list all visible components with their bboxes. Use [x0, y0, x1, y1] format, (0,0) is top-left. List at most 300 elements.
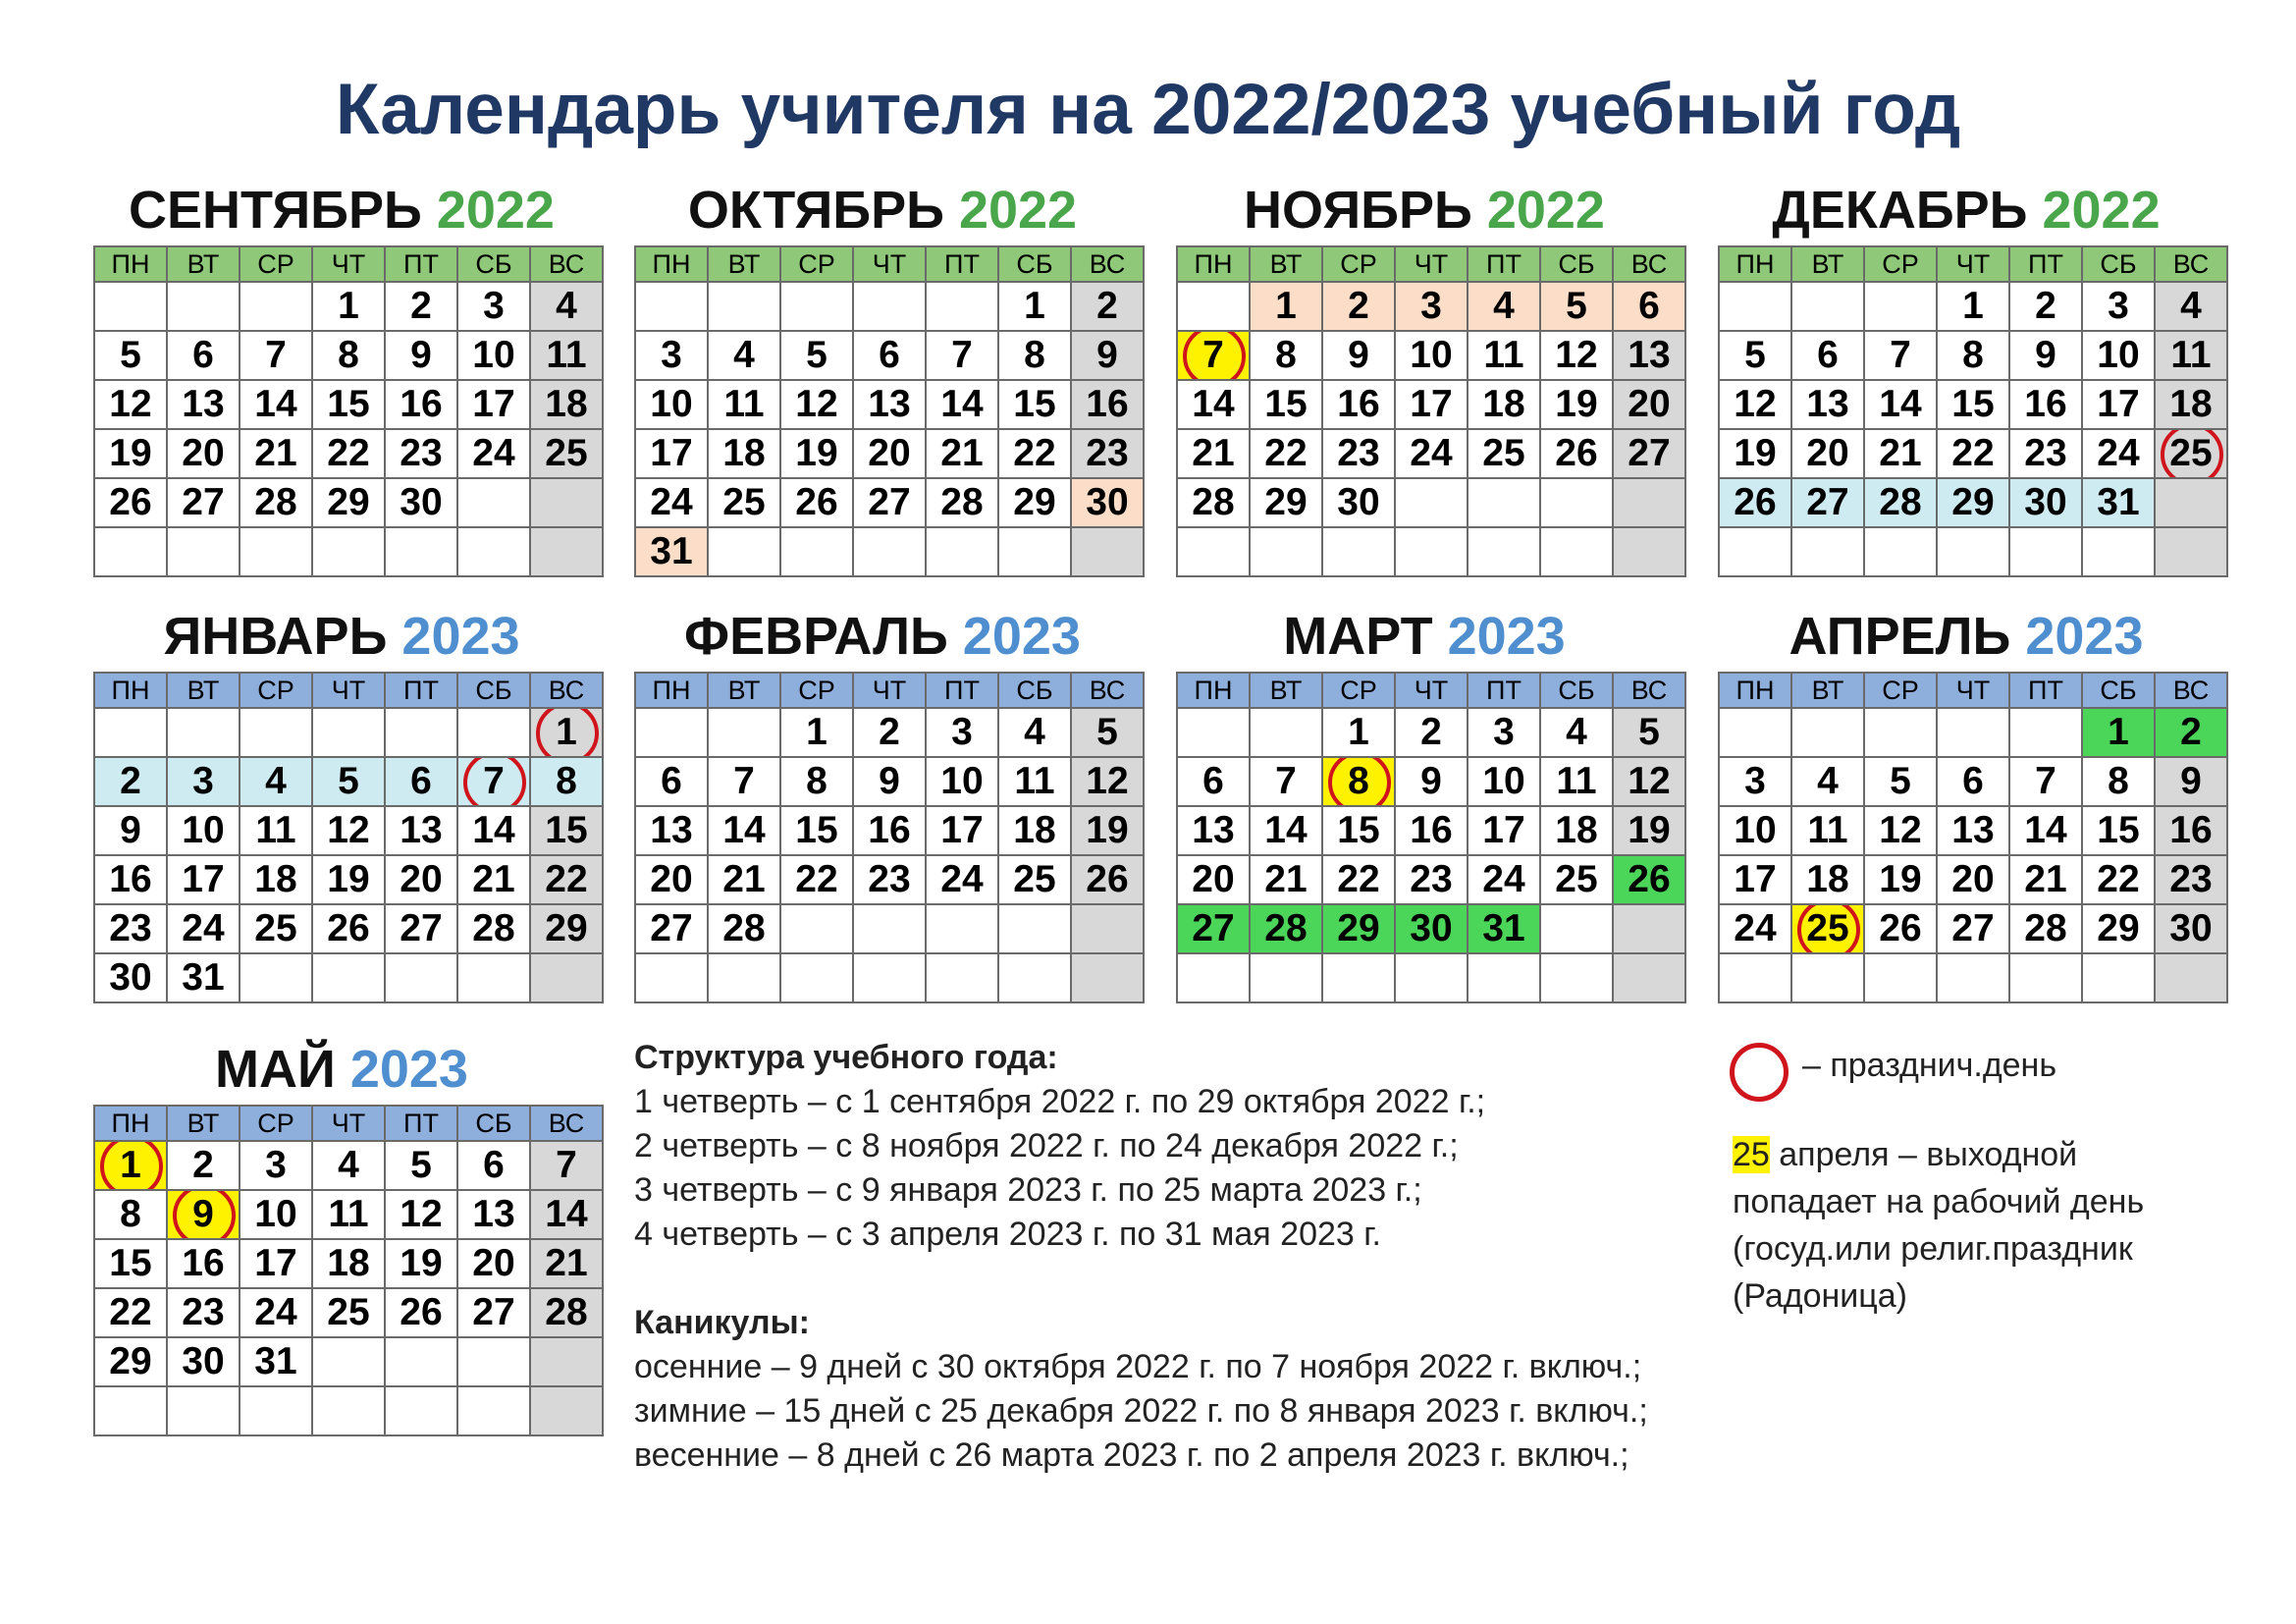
empty-cell: [998, 904, 1071, 953]
day-cell: 28: [240, 478, 312, 527]
week-row: [94, 904, 603, 953]
empty-cell: [708, 527, 780, 576]
month-year: 2022: [1486, 181, 1605, 240]
weekday-label: СБ: [998, 246, 1071, 282]
empty-cell: [998, 527, 1071, 576]
month-5: [634, 601, 1131, 1003]
day-cell: 16: [2009, 380, 2082, 429]
week-row: [1719, 282, 2227, 331]
day-cell: 27: [167, 478, 240, 527]
day-cell: 17: [240, 1239, 312, 1288]
day-cell: 30: [1322, 478, 1395, 527]
empty-cell: [926, 953, 998, 1002]
page-title: Календарь учителя на 2022/2023 учебный год: [335, 70, 1961, 149]
day-cell: 15: [94, 1239, 167, 1288]
empty-cell: [1250, 527, 1322, 576]
day-cell: 13: [457, 1190, 530, 1239]
day-cell: 28: [926, 478, 998, 527]
day-cell: 21: [530, 1239, 603, 1288]
empty-cell: [708, 953, 780, 1002]
day-cell: 14: [240, 380, 312, 429]
day-cell: 8: [312, 331, 385, 380]
day-cell: 21: [240, 429, 312, 478]
legend-note-line-2: попадает на рабочий день: [1733, 1183, 2145, 1220]
month-grid: [93, 245, 604, 577]
day-cell: 9: [167, 1190, 240, 1239]
day-cell: 26: [1540, 429, 1613, 478]
day-cell: 17: [1395, 380, 1468, 429]
day-cell: 22: [1937, 429, 2009, 478]
week-row: [1719, 855, 2227, 904]
month-1: [634, 175, 1131, 577]
week-row: [1719, 904, 2227, 953]
week-row: [94, 1337, 603, 1386]
day-cell: 19: [780, 429, 853, 478]
empty-cell: [167, 708, 240, 757]
day-cell: 5: [385, 1141, 457, 1190]
day-cell: 20: [167, 429, 240, 478]
month-2: [1176, 175, 1673, 577]
empty-cell: [998, 953, 1071, 1002]
day-cell: 22: [1322, 855, 1395, 904]
day-cell: 27: [1937, 904, 2009, 953]
day-cell: 22: [530, 855, 603, 904]
day-cell: 5: [1613, 708, 1685, 757]
day-cell: 8: [1322, 757, 1395, 806]
week-row: [94, 282, 603, 331]
day-cell: 19: [1864, 855, 1937, 904]
day-cell: 9: [1071, 331, 1144, 380]
week-row: [1719, 331, 2227, 380]
month-year: 2023: [1447, 607, 1566, 666]
empty-cell: [2155, 953, 2227, 1002]
day-cell: 2: [167, 1141, 240, 1190]
day-cell: 29: [94, 1337, 167, 1386]
week-row: [94, 478, 603, 527]
empty-cell: [780, 282, 853, 331]
day-cell: 29: [1250, 478, 1322, 527]
month-name: МАРТ: [1283, 607, 1433, 666]
empty-cell: [457, 478, 530, 527]
day-cell: 21: [2009, 855, 2082, 904]
empty-cell: [312, 953, 385, 1002]
day-cell: 2: [853, 708, 926, 757]
month-title: [1176, 601, 1673, 672]
day-cell: 10: [167, 806, 240, 855]
day-cell: 4: [312, 1141, 385, 1190]
month-7: [1718, 601, 2215, 1003]
day-cell: 22: [780, 855, 853, 904]
day-cell: 25: [2155, 429, 2227, 478]
empty-cell: [312, 527, 385, 576]
day-cell: 15: [1250, 380, 1322, 429]
day-cell: 15: [530, 806, 603, 855]
week-row: [635, 478, 1144, 527]
day-cell: 20: [385, 855, 457, 904]
day-cell: 1: [2082, 708, 2155, 757]
day-cell: 9: [1322, 331, 1395, 380]
weekday-header-row: [1719, 246, 2227, 282]
weekday-label: ВТ: [708, 246, 780, 282]
day-cell: 22: [94, 1288, 167, 1337]
week-row: [94, 1141, 603, 1190]
day-cell: 18: [240, 855, 312, 904]
month-year: 2023: [962, 607, 1081, 666]
empty-cell: [385, 527, 457, 576]
empty-cell: [1864, 282, 1937, 331]
day-cell: 25: [312, 1288, 385, 1337]
weekday-label: ВТ: [1250, 673, 1322, 708]
empty-cell: [1177, 953, 1250, 1002]
day-cell: 10: [1468, 757, 1540, 806]
empty-cell: [2009, 527, 2082, 576]
month-grid: [1176, 245, 1686, 577]
empty-cell: [1613, 953, 1685, 1002]
month-name: ДЕКАБРЬ: [1772, 181, 2028, 240]
day-cell: 9: [853, 757, 926, 806]
day-cell: 6: [457, 1141, 530, 1190]
day-cell: 22: [1250, 429, 1322, 478]
day-cell: 22: [2082, 855, 2155, 904]
empty-cell: [2155, 478, 2227, 527]
day-cell: 26: [1719, 478, 1791, 527]
day-cell: 10: [457, 331, 530, 380]
empty-cell: [240, 1386, 312, 1435]
day-cell: 8: [530, 757, 603, 806]
day-cell: 1: [312, 282, 385, 331]
day-cell: 5: [1719, 331, 1791, 380]
holidays-line-spring: весенние – 8 дней с 26 марта 2023 г. по 2 апреля 2023 г. включ.;: [634, 1436, 1629, 1474]
empty-cell: [2082, 953, 2155, 1002]
day-cell: 23: [385, 429, 457, 478]
day-cell: 23: [1071, 429, 1144, 478]
day-cell: 31: [1468, 904, 1540, 953]
day-cell: 21: [1864, 429, 1937, 478]
day-cell: 24: [1719, 904, 1791, 953]
day-cell: 1: [1250, 282, 1322, 331]
week-row: [94, 429, 603, 478]
week-row: [1177, 331, 1685, 380]
week-row: [1719, 757, 2227, 806]
weekday-header-row: [94, 673, 603, 708]
empty-cell: [1937, 953, 2009, 1002]
weekday-header-row: [94, 246, 603, 282]
day-cell: 23: [167, 1288, 240, 1337]
weekday-label: ПТ: [926, 246, 998, 282]
legend-note-line-1: [1733, 1131, 2144, 1178]
day-cell: 1: [1937, 282, 2009, 331]
day-cell: 10: [926, 757, 998, 806]
day-cell: 4: [998, 708, 1071, 757]
weekday-label: ПН: [94, 1106, 167, 1141]
day-cell: 16: [385, 380, 457, 429]
day-cell: 4: [2155, 282, 2227, 331]
day-cell: 23: [1322, 429, 1395, 478]
day-cell: 18: [1540, 806, 1613, 855]
weekday-label: ПТ: [385, 246, 457, 282]
day-cell: 17: [1468, 806, 1540, 855]
empty-cell: [530, 1337, 603, 1386]
day-cell: 8: [998, 331, 1071, 380]
day-cell: 6: [1937, 757, 2009, 806]
empty-cell: [1613, 904, 1685, 953]
weekday-header-row: [1177, 673, 1685, 708]
day-cell: 16: [94, 855, 167, 904]
weekday-label: ЧТ: [312, 673, 385, 708]
empty-cell: [457, 708, 530, 757]
week-row: [1177, 429, 1685, 478]
day-cell: 21: [708, 855, 780, 904]
day-cell: 14: [1250, 806, 1322, 855]
weekday-label: ВС: [1613, 673, 1685, 708]
month-title: [93, 175, 590, 245]
weekday-label: ВТ: [1250, 246, 1322, 282]
day-cell: 18: [530, 380, 603, 429]
day-cell: 3: [1395, 282, 1468, 331]
day-cell: 31: [2082, 478, 2155, 527]
day-cell: 4: [240, 757, 312, 806]
empty-cell: [1719, 527, 1791, 576]
day-cell: 29: [1937, 478, 2009, 527]
day-cell: 6: [1177, 757, 1250, 806]
empty-cell: [1468, 527, 1540, 576]
day-cell: 17: [926, 806, 998, 855]
month-4: [93, 601, 590, 1003]
day-cell: 30: [2155, 904, 2227, 953]
weekday-label: СБ: [457, 246, 530, 282]
weekday-label: ЧТ: [312, 1106, 385, 1141]
week-row: [1719, 478, 2227, 527]
day-cell: 2: [385, 282, 457, 331]
empty-cell: [530, 1386, 603, 1435]
day-cell: 23: [94, 904, 167, 953]
month-grid: [634, 672, 1145, 1003]
day-cell: 26: [94, 478, 167, 527]
day-cell: 18: [312, 1239, 385, 1288]
day-cell: 16: [853, 806, 926, 855]
weekday-label: ВТ: [167, 673, 240, 708]
day-cell: 4: [708, 331, 780, 380]
day-cell: 22: [312, 429, 385, 478]
structure-line-4: 4 четверть – с 3 апреля 2023 г. по 31 мая 2023 г.: [634, 1216, 1381, 1253]
empty-cell: [926, 904, 998, 953]
day-cell: 29: [2082, 904, 2155, 953]
day-cell: 2: [1322, 282, 1395, 331]
week-row: [1719, 429, 2227, 478]
weekday-label: ЧТ: [1395, 673, 1468, 708]
empty-cell: [1791, 708, 1864, 757]
weekday-header-row: [1719, 673, 2227, 708]
day-cell: 1: [780, 708, 853, 757]
day-cell: 1: [94, 1141, 167, 1190]
day-cell: 12: [1540, 331, 1613, 380]
day-cell: 19: [94, 429, 167, 478]
month-year: 2022: [958, 181, 1078, 240]
day-cell: 5: [1864, 757, 1937, 806]
day-cell: 18: [998, 806, 1071, 855]
weekday-label: СР: [780, 246, 853, 282]
day-cell: 9: [385, 331, 457, 380]
day-cell: 13: [1177, 806, 1250, 855]
day-cell: 2: [2155, 708, 2227, 757]
day-cell: 15: [312, 380, 385, 429]
weekday-label: ПН: [1177, 673, 1250, 708]
day-cell: 20: [1613, 380, 1685, 429]
month-year: 2022: [436, 181, 555, 240]
week-row: [635, 527, 1144, 576]
structure-line-2: 2 четверть – с 8 ноября 2022 г. по 24 декабря 2022 г.;: [634, 1127, 1459, 1164]
day-cell: 28: [457, 904, 530, 953]
empty-cell: [1540, 527, 1613, 576]
day-cell: 16: [1071, 380, 1144, 429]
empty-cell: [1395, 478, 1468, 527]
day-cell: 25: [998, 855, 1071, 904]
empty-cell: [926, 282, 998, 331]
week-row: [1177, 527, 1685, 576]
week-row: [94, 1190, 603, 1239]
week-row: [635, 904, 1144, 953]
day-cell: 6: [1791, 331, 1864, 380]
month-title: [1718, 601, 2215, 672]
day-cell: 8: [1250, 331, 1322, 380]
weekday-label: ЧТ: [1937, 246, 2009, 282]
day-cell: 19: [1719, 429, 1791, 478]
weekday-label: СБ: [998, 673, 1071, 708]
week-row: [94, 1239, 603, 1288]
day-cell: 3: [2082, 282, 2155, 331]
day-cell: 28: [708, 904, 780, 953]
day-cell: 26: [780, 478, 853, 527]
day-cell: 25: [1791, 904, 1864, 953]
empty-cell: [1791, 953, 1864, 1002]
weekday-label: ПН: [635, 673, 708, 708]
day-cell: 19: [312, 855, 385, 904]
week-row: [94, 380, 603, 429]
day-cell: 19: [385, 1239, 457, 1288]
legend-note-number: 25: [1733, 1136, 1770, 1173]
day-cell: 26: [312, 904, 385, 953]
day-cell: 16: [167, 1239, 240, 1288]
empty-cell: [1864, 527, 1937, 576]
weekday-label: ПТ: [2009, 673, 2082, 708]
day-cell: 3: [457, 282, 530, 331]
month-name: АПРЕЛЬ: [1789, 607, 2011, 666]
weekday-label: СБ: [2082, 673, 2155, 708]
day-cell: 26: [1864, 904, 1937, 953]
empty-cell: [312, 708, 385, 757]
day-cell: 25: [1540, 855, 1613, 904]
weekday-label: СР: [780, 673, 853, 708]
day-cell: 8: [780, 757, 853, 806]
empty-cell: [1071, 527, 1144, 576]
weekday-label: ПТ: [1468, 673, 1540, 708]
day-cell: 10: [240, 1190, 312, 1239]
day-cell: 29: [530, 904, 603, 953]
week-row: [94, 953, 603, 1002]
empty-cell: [385, 1386, 457, 1435]
empty-cell: [1937, 527, 2009, 576]
day-cell: 18: [2155, 380, 2227, 429]
weekday-label: ПН: [1719, 246, 1791, 282]
day-cell: 25: [240, 904, 312, 953]
empty-cell: [1719, 282, 1791, 331]
month-title: [93, 601, 590, 672]
empty-cell: [926, 527, 998, 576]
week-row: [1177, 380, 1685, 429]
day-cell: 4: [1468, 282, 1540, 331]
holiday-circle-icon: [1730, 1043, 1789, 1102]
day-cell: 7: [926, 331, 998, 380]
month-3: [1718, 175, 2215, 577]
weekday-label: СР: [240, 246, 312, 282]
day-cell: 24: [1395, 429, 1468, 478]
holidays-section: [634, 1301, 1648, 1478]
day-cell: 24: [926, 855, 998, 904]
month-6: [1176, 601, 1673, 1003]
day-cell: 7: [1177, 331, 1250, 380]
weekday-header-row: [635, 673, 1144, 708]
month-grid: [634, 245, 1145, 577]
empty-cell: [780, 904, 853, 953]
weekday-label: ВС: [530, 1106, 603, 1141]
month-year: 2023: [349, 1040, 468, 1099]
day-cell: 17: [1719, 855, 1791, 904]
month-year: 2023: [401, 607, 520, 666]
month-title: [1176, 175, 1673, 245]
day-cell: 11: [1791, 806, 1864, 855]
weekday-label: ВС: [2155, 673, 2227, 708]
weekday-label: ВТ: [167, 246, 240, 282]
day-cell: 15: [1322, 806, 1395, 855]
day-cell: 31: [635, 527, 708, 576]
day-cell: 3: [635, 331, 708, 380]
weekday-label: ПТ: [1468, 246, 1540, 282]
day-cell: 13: [635, 806, 708, 855]
week-row: [635, 282, 1144, 331]
day-cell: 23: [2155, 855, 2227, 904]
empty-cell: [1395, 953, 1468, 1002]
day-cell: 12: [780, 380, 853, 429]
week-row: [1177, 478, 1685, 527]
empty-cell: [167, 527, 240, 576]
holidays-heading: Каникулы:: [634, 1304, 810, 1341]
day-cell: 11: [998, 757, 1071, 806]
weekday-label: ПН: [94, 673, 167, 708]
month-name: ФЕВРАЛЬ: [684, 607, 948, 666]
day-cell: 7: [708, 757, 780, 806]
day-cell: 15: [998, 380, 1071, 429]
day-cell: 8: [1937, 331, 2009, 380]
day-cell: 18: [1468, 380, 1540, 429]
weekday-label: ЧТ: [1937, 673, 2009, 708]
legend-holiday-label: – празднич.день: [1802, 1047, 2057, 1084]
day-cell: 24: [2082, 429, 2155, 478]
day-cell: 1: [1322, 708, 1395, 757]
month-title: [93, 1034, 590, 1105]
weekday-header-row: [94, 1106, 603, 1141]
week-row: [94, 527, 603, 576]
day-cell: 23: [853, 855, 926, 904]
day-cell: 28: [2009, 904, 2082, 953]
day-cell: 12: [1719, 380, 1791, 429]
day-cell: 14: [457, 806, 530, 855]
legend-note-text: апреля – выходной: [1769, 1136, 2078, 1173]
month-name: НОЯБРЬ: [1244, 181, 1472, 240]
day-cell: 13: [385, 806, 457, 855]
empty-cell: [1540, 478, 1613, 527]
empty-cell: [385, 708, 457, 757]
day-cell: 19: [1613, 806, 1685, 855]
